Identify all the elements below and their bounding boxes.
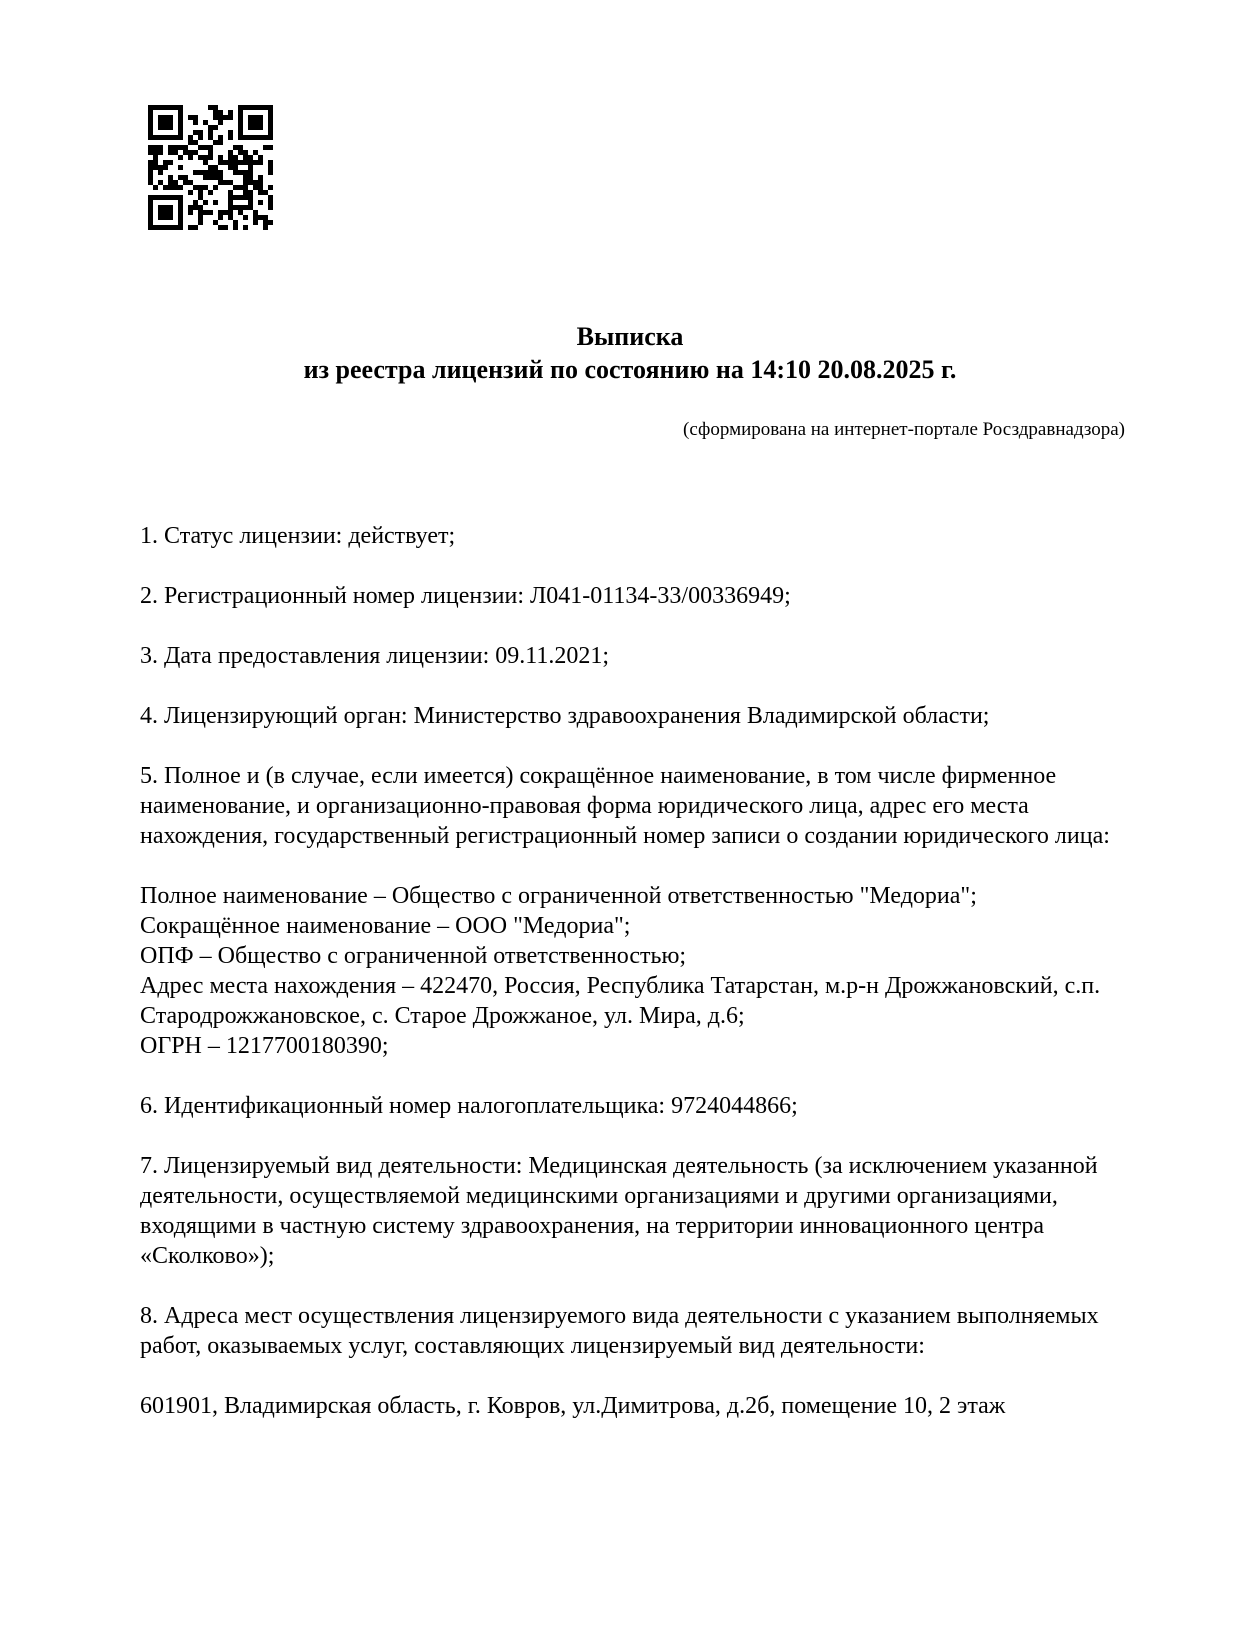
document-title-line1: Выписка bbox=[576, 322, 684, 351]
document-body bbox=[140, 521, 1150, 1451]
document-line: входящими в частную систему здравоохранения, на территории инновационного центра bbox=[140, 1213, 1045, 1239]
entity-details-heading bbox=[140, 761, 1150, 851]
document-line: наименование, и организационно-правовая форма юридического лица, адрес его места bbox=[140, 793, 1029, 819]
document-line: Полное наименование – Общество с ограниченной ответственностью "Медориа"; bbox=[140, 883, 977, 909]
document-line: Стародрожжановское, с. Старое Дрожжаное, ул. Мира, д.6; bbox=[140, 1003, 745, 1029]
document-line: нахождения, государственный регистрационный номер записи о создании юридического лица: bbox=[140, 823, 1110, 849]
registration-number bbox=[140, 581, 1150, 611]
document-title-line2: из реестра лицензий по состоянию на 14:10 20.08.2025 г. bbox=[303, 355, 957, 384]
document-line: Адрес места нахождения – 422470, Россия, Республика Татарстан, м.р-н Дрожжановский, с.п. bbox=[140, 973, 1101, 999]
entity-details bbox=[140, 881, 1150, 1061]
document-line: ОГРН – 1217700180390; bbox=[140, 1033, 389, 1059]
document-line: 4. Лицензирующий орган: Министерство здравоохранения Владимирской области; bbox=[140, 703, 990, 729]
document-title bbox=[10, 320, 1240, 386]
activity-address bbox=[140, 1391, 1150, 1421]
licensing-authority bbox=[140, 701, 1150, 731]
grant-date bbox=[140, 641, 1150, 671]
document-line: 1. Статус лицензии: действует; bbox=[140, 523, 456, 549]
activity-addresses-heading bbox=[140, 1301, 1150, 1361]
document-line: 2. Регистрационный номер лицензии: Л041-01134-33/00336949; bbox=[140, 583, 791, 609]
document-line: Сокращённое наименование – ООО "Медориа"; bbox=[140, 913, 631, 939]
document-line: 601901, Владимирская область, г. Ковров, ул.Димитрова, д.2б, помещение 10, 2 этаж bbox=[140, 1393, 1006, 1419]
document-line: 7. Лицензируемый вид деятельности: Медицинская деятельность (за исключением указанной bbox=[140, 1153, 1098, 1179]
document-line: работ, оказываемых услуг, составляющих лицензируемый вид деятельности: bbox=[140, 1333, 925, 1359]
document-line: 3. Дата предоставления лицензии: 09.11.2021; bbox=[140, 643, 610, 669]
document-line: 8. Адреса мест осуществления лицензируемого вида деятельности с указанием выполняемых bbox=[140, 1303, 1099, 1329]
taxpayer-id bbox=[140, 1091, 1150, 1121]
document-line: 6. Идентификационный номер налогоплательщика: 9724044866; bbox=[140, 1093, 798, 1119]
document-line: 5. Полное и (в случае, если имеется) сокращённое наименование, в том числе фирменное bbox=[140, 763, 1057, 789]
document-line: деятельности, осуществляемой медицинскими организациями и другими организациями, bbox=[140, 1183, 1058, 1209]
license-status bbox=[140, 521, 1150, 551]
licensed-activity bbox=[140, 1151, 1150, 1271]
document-line: ОПФ – Общество с ограниченной ответственностью; bbox=[140, 943, 687, 969]
qr-code bbox=[148, 105, 273, 230]
document-subtitle: (сформирована на интернет-портале Росздравнадзора) bbox=[683, 419, 1125, 440]
document-line: «Сколково»); bbox=[140, 1243, 275, 1269]
